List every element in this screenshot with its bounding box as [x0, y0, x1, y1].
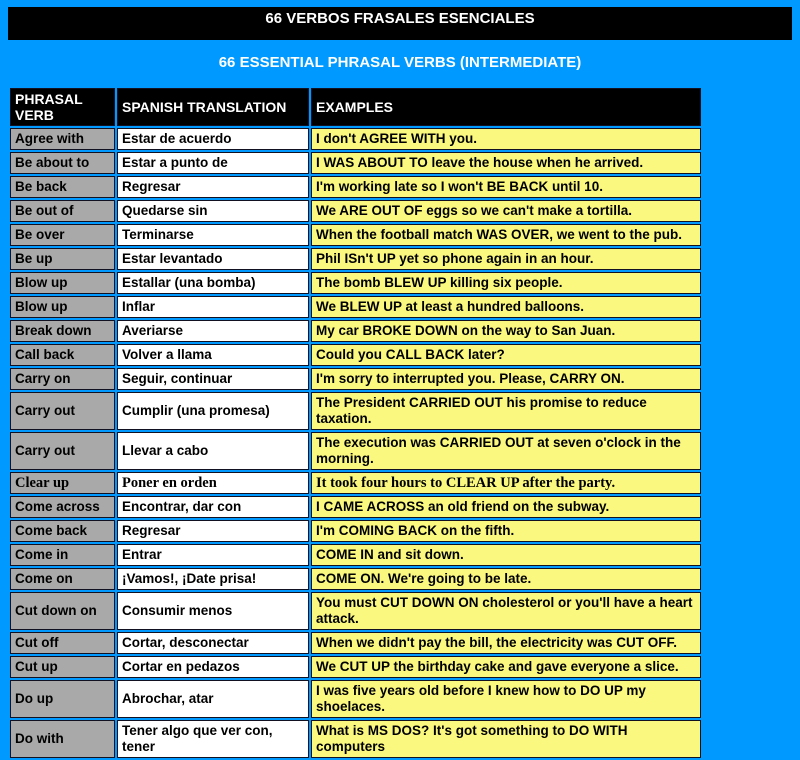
phrasal-verb-cell: Call back: [10, 344, 115, 366]
table-row: [10, 568, 701, 590]
spanish-translation-cell: Cortar, desconectar: [117, 632, 309, 654]
example-cell: I CAME ACROSS an old friend on the subway.: [311, 496, 701, 518]
phrasal-verb-cell: Cut off: [10, 632, 115, 654]
table-row: [10, 544, 701, 566]
phrasal-verb-cell: Cut down on: [10, 592, 115, 630]
example-cell: The execution was CARRIED OUT at seven o'clock in the morning.: [311, 432, 701, 470]
phrasal-verb-cell: Be over: [10, 224, 115, 246]
table-body: [10, 128, 701, 758]
spanish-translation-cell: Entrar: [117, 544, 309, 566]
table-row: [10, 720, 701, 758]
spanish-translation-cell: Tener algo que ver con, tener: [117, 720, 309, 758]
table-row: [10, 176, 701, 198]
example-cell: You must CUT DOWN ON cholesterol or you'll have a heart attack.: [311, 592, 701, 630]
example-cell: My car BROKE DOWN on the way to San Juan.: [311, 320, 701, 342]
example-cell: COME ON. We're going to be late.: [311, 568, 701, 590]
example-cell: I'm working late so I won't BE BACK until 10.: [311, 176, 701, 198]
table-row: [10, 368, 701, 390]
example-cell: It took four hours to CLEAR UP after the party.: [311, 472, 701, 494]
spanish-translation-cell: Consumir menos: [117, 592, 309, 630]
phrasal-verb-cell: Break down: [10, 320, 115, 342]
phrasal-verb-cell: Clear up: [10, 472, 115, 494]
phrasal-verb-cell: Be about to: [10, 152, 115, 174]
phrasal-verbs-table: [8, 86, 703, 760]
spanish-translation-cell: Quedarse sin: [117, 200, 309, 222]
phrasal-verb-cell: Agree with: [10, 128, 115, 150]
spanish-translation-cell: Averiarse: [117, 320, 309, 342]
example-cell: The President CARRIED OUT his promise to reduce taxation.: [311, 392, 701, 430]
table-row: [10, 392, 701, 430]
table-row: [10, 344, 701, 366]
example-cell: When we didn't pay the bill, the electricity was CUT OFF.: [311, 632, 701, 654]
table-row: [10, 520, 701, 542]
spanish-translation-cell: Abrochar, atar: [117, 680, 309, 718]
phrasal-verb-cell: Do up: [10, 680, 115, 718]
example-cell: I don't AGREE WITH you.: [311, 128, 701, 150]
example-cell: We ARE OUT OF eggs so we can't make a tortilla.: [311, 200, 701, 222]
phrasal-verb-cell: Come back: [10, 520, 115, 542]
table-row: [10, 592, 701, 630]
example-cell: I'm COMING BACK on the fifth.: [311, 520, 701, 542]
example-cell: I WAS ABOUT TO leave the house when he arrived.: [311, 152, 701, 174]
spanish-translation-cell: Encontrar, dar con: [117, 496, 309, 518]
spanish-translation-cell: Cumplir (una promesa): [117, 392, 309, 430]
table-row: [10, 680, 701, 718]
phrasal-verb-cell: Do with: [10, 720, 115, 758]
spanish-translation-cell: Estar levantado: [117, 248, 309, 270]
page-banner: [8, 7, 792, 40]
banner-title: 66 VERBOS FRASALES ESENCIALES: [265, 10, 535, 27]
spanish-translation-cell: Estar de acuerdo: [117, 128, 309, 150]
example-cell: The bomb BLEW UP killing six people.: [311, 272, 701, 294]
table-row: [10, 296, 701, 318]
example-cell: What is MS DOS? It's got something to DO WITH computers: [311, 720, 701, 758]
column-header-spanish-translation: SPANISH TRANSLATION: [117, 88, 309, 126]
spanish-translation-cell: Seguir, continuar: [117, 368, 309, 390]
table-row: [10, 472, 701, 494]
phrasal-verb-cell: Carry on: [10, 368, 115, 390]
example-cell: COME IN and sit down.: [311, 544, 701, 566]
phrasal-verb-cell: Cut up: [10, 656, 115, 678]
phrasal-verb-cell: Carry out: [10, 432, 115, 470]
table-row: [10, 656, 701, 678]
spanish-translation-cell: ¡Vamos!, ¡Date prisa!: [117, 568, 309, 590]
table-row: [10, 152, 701, 174]
page-subtitle: 66 ESSENTIAL PHRASAL VERBS (INTERMEDIATE): [218, 54, 582, 71]
spanish-translation-cell: Cortar en pedazos: [117, 656, 309, 678]
table-row: [10, 128, 701, 150]
example-cell: We CUT UP the birthday cake and gave everyone a slice.: [311, 656, 701, 678]
table-row: [10, 496, 701, 518]
table-header-row: [10, 88, 701, 126]
table-row: [10, 224, 701, 246]
spanish-translation-cell: Regresar: [117, 520, 309, 542]
phrasal-verb-cell: Come on: [10, 568, 115, 590]
spanish-translation-cell: Poner en orden: [117, 472, 309, 494]
spanish-translation-cell: Estar a punto de: [117, 152, 309, 174]
phrasal-verb-cell: Be out of: [10, 200, 115, 222]
example-cell: I'm sorry to interrupted you. Please, CARRY ON.: [311, 368, 701, 390]
example-cell: We BLEW UP at least a hundred balloons.: [311, 296, 701, 318]
table-row: [10, 272, 701, 294]
phrasal-verb-cell: Be back: [10, 176, 115, 198]
table-row: [10, 320, 701, 342]
phrasal-verb-cell: Come across: [10, 496, 115, 518]
phrasal-verb-cell: Blow up: [10, 296, 115, 318]
column-header-phrasal-verb: PHRASAL VERB: [10, 88, 115, 126]
example-cell: I was five years old before I knew how to DO UP my shoelaces.: [311, 680, 701, 718]
table-row: [10, 632, 701, 654]
table-row: [10, 248, 701, 270]
spanish-translation-cell: Estallar (una bomba): [117, 272, 309, 294]
example-cell: Phil ISn't UP yet so phone again in an hour.: [311, 248, 701, 270]
example-cell: Could you CALL BACK later?: [311, 344, 701, 366]
phrasal-verb-cell: Blow up: [10, 272, 115, 294]
spanish-translation-cell: Inflar: [117, 296, 309, 318]
spanish-translation-cell: Volver a llama: [117, 344, 309, 366]
spanish-translation-cell: Llevar a cabo: [117, 432, 309, 470]
table-row: [10, 200, 701, 222]
phrasal-verb-cell: Be up: [10, 248, 115, 270]
column-header-examples: EXAMPLES: [311, 88, 701, 126]
phrasal-verb-cell: Carry out: [10, 392, 115, 430]
spanish-translation-cell: Terminarse: [117, 224, 309, 246]
phrasal-verb-cell: Come in: [10, 544, 115, 566]
spanish-translation-cell: Regresar: [117, 176, 309, 198]
example-cell: When the football match WAS OVER, we went to the pub.: [311, 224, 701, 246]
table-row: [10, 432, 701, 470]
